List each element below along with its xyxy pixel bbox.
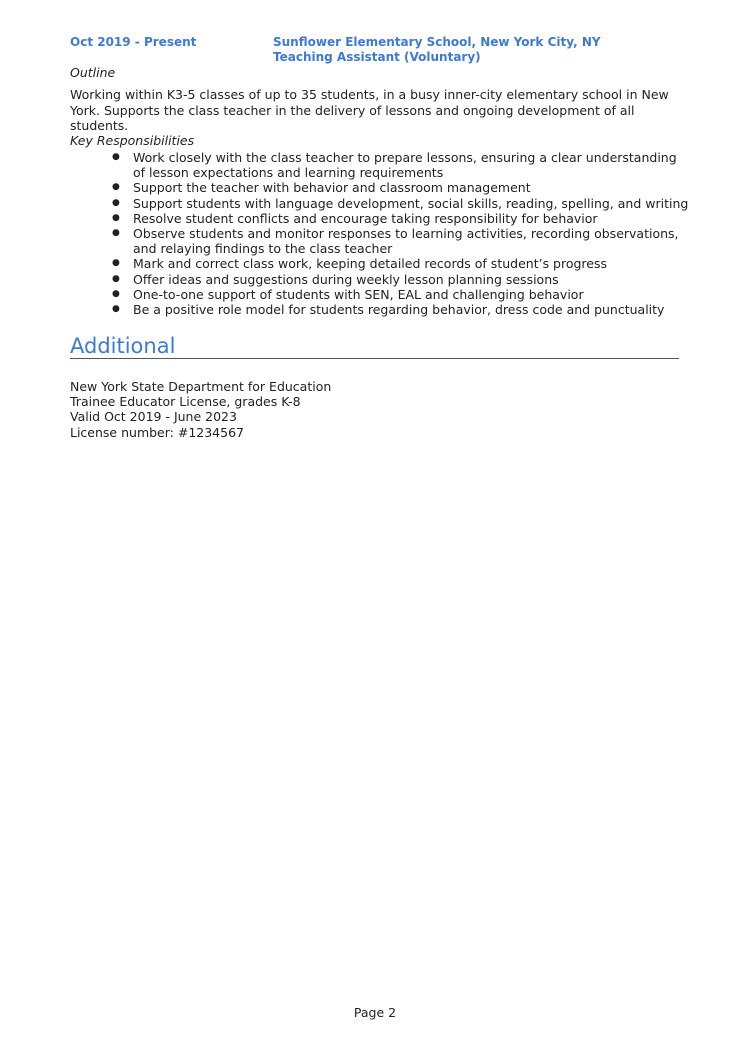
outline-label: Outline [70, 65, 116, 80]
list-item-text: Offer ideas and suggestions during weekly lesson planning sessions [133, 271, 559, 287]
list-item [70, 226, 690, 256]
list-item-text: Be a positive role model for students regarding behavior, dress code and punctuality [133, 302, 665, 318]
bullet-icon: ● [112, 288, 120, 299]
page-number: Page 2 [353, 1005, 397, 1020]
outline-text: Working within K3-5 classes of up to 35 students, in a busy inner-city elementary school in New York. Supports the class teacher in the delivery of lessons and ongoing development of all students. [70, 87, 669, 133]
list-item [70, 150, 690, 180]
responsibilities-list [70, 150, 690, 317]
additional-details [70, 379, 670, 440]
list-item-text: Observe students and monitor responses to learning activities, recording observations, and relaying findings to the class teacher [133, 226, 679, 257]
job-dates: Oct 2019 - Present [70, 35, 197, 49]
key-responsibilities-label: Key Responsibilities [70, 133, 195, 148]
bullet-icon: ● [112, 197, 120, 208]
job-info [273, 35, 673, 65]
list-item-text: Support students with language development, social skills, reading, spelling, and writing [133, 195, 689, 211]
bullet-icon: ● [112, 258, 120, 269]
section-title-additional: Additional [70, 334, 176, 358]
license-number: License number: #1234567 [70, 424, 244, 440]
bullet-icon: ● [112, 273, 120, 284]
section-divider [70, 358, 679, 359]
list-item [70, 287, 690, 302]
license-validity: Valid Oct 2019 - June 2023 [70, 409, 237, 425]
list-item-text: Work closely with the class teacher to prepare lessons, ensuring a clear understanding of lesson expectations and learning requirements [133, 150, 677, 181]
list-item [70, 211, 690, 226]
job-role: Teaching Assistant (Voluntary) [273, 50, 481, 64]
bullet-icon: ● [112, 182, 120, 193]
list-item-text: One-to-one support of students with SEN, EAL and challenging behavior [133, 286, 584, 302]
bullet-icon: ● [112, 228, 120, 239]
list-item [70, 272, 690, 287]
list-item [70, 196, 690, 211]
list-item [70, 302, 690, 317]
list-item [70, 180, 690, 195]
list-item-text: Mark and correct class work, keeping detailed records of student’s progress [133, 256, 608, 272]
list-item-text: Resolve student conflicts and encourage taking responsibility for behavior [133, 210, 598, 226]
list-item [70, 256, 690, 271]
bullet-icon: ● [112, 304, 120, 315]
bullet-icon: ● [112, 212, 120, 223]
list-item-text: Support the teacher with behavior and classroom management [133, 180, 531, 196]
license-type: Trainee Educator License, grades K-8 [70, 394, 301, 410]
job-employer: Sunflower Elementary School, New York City, NY [273, 35, 601, 49]
license-issuer: New York State Department for Education [70, 379, 332, 394]
bullet-icon: ● [112, 152, 120, 162]
